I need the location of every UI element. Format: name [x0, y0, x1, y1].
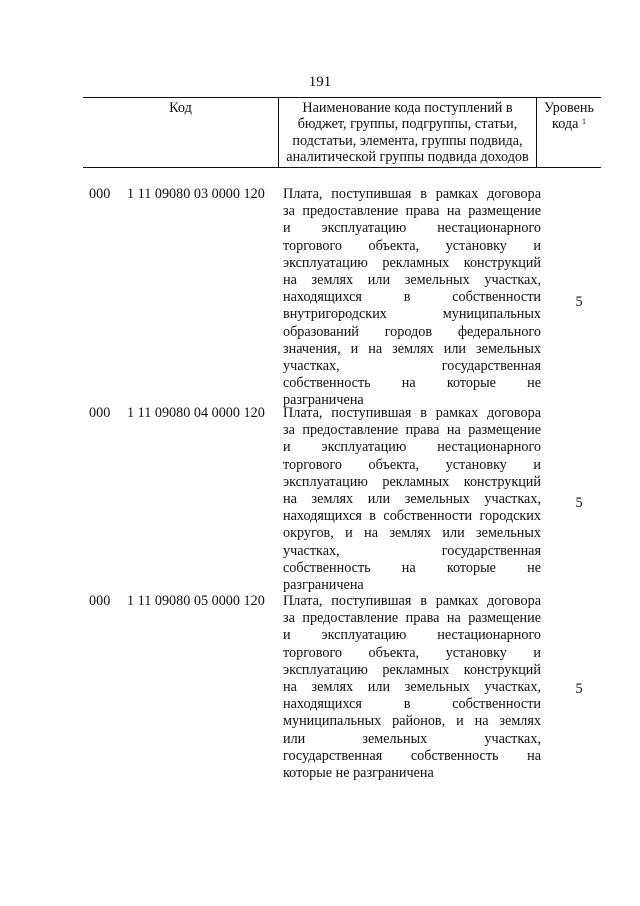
- description-line: участках, государственная: [283, 542, 541, 559]
- code-level: 5: [575, 681, 583, 697]
- page-number: 191: [308, 74, 332, 90]
- description-line: торгового объекта, установку и: [283, 456, 541, 473]
- description-line: на землях или земельных участках,: [283, 678, 541, 695]
- description-line: муниципальных районов, и на землях: [283, 713, 541, 730]
- description-line: на землях или земельных участках,: [283, 490, 541, 507]
- revenue-code: 1 11 09080 04 0000 120: [127, 405, 265, 421]
- description-line: Плата, поступившая в рамках договора: [283, 593, 541, 609]
- header-level-word: кода: [552, 116, 579, 133]
- description-line: торгового объекта, установку и: [283, 644, 541, 661]
- description-line: образований городов федерального: [283, 323, 541, 340]
- description-line: находящихся в собственности городских: [283, 508, 541, 525]
- header-level-line: Уровень: [544, 100, 594, 116]
- header-name-line: бюджет, группы, подгруппы, статьи,: [297, 116, 518, 133]
- footnote-marker: 1: [581, 117, 586, 127]
- description-line: значения, и на землях или земельных: [283, 340, 541, 357]
- code-level: 5: [575, 495, 583, 511]
- description-line: за предоставление права на размещение: [283, 203, 541, 220]
- description-line: собственность на которые не: [283, 559, 541, 576]
- admin-code: 000: [89, 593, 111, 609]
- description-line: находящихся в собственности: [283, 289, 541, 306]
- description-line: находящихся в собственности: [283, 696, 541, 713]
- table-header: [83, 97, 601, 168]
- description-line: разграничена: [283, 392, 364, 409]
- description-line: за предоставление права на размещение: [283, 422, 541, 439]
- description-line: внутригородских муниципальных: [283, 306, 541, 323]
- description-line: округов, и на землях или земельных: [283, 525, 541, 542]
- description-line: Плата, поступившая в рамках договора: [283, 405, 541, 421]
- header-name-line: Наименование кода поступлений в: [302, 100, 513, 116]
- description-line: Плата, поступившая в рамках договора: [283, 186, 541, 202]
- revenue-description: [283, 593, 541, 782]
- description-line: и эксплуатацию нестационарного: [283, 220, 541, 237]
- admin-code: 000: [89, 186, 111, 202]
- description-line: и эксплуатацию нестационарного: [283, 627, 541, 644]
- header-code: Код: [169, 100, 192, 116]
- description-line: или земельных участках,: [283, 730, 541, 747]
- header-name: [278, 98, 536, 167]
- description-line: участках, государственная: [283, 357, 541, 374]
- description-line: и эксплуатацию нестационарного: [283, 439, 541, 456]
- description-line: торгового объекта, установку и: [283, 237, 541, 254]
- code-level: 5: [575, 294, 583, 310]
- description-line: которые не разграничена: [283, 764, 434, 781]
- description-line: эксплуатацию рекламных конструкций: [283, 473, 541, 490]
- description-line: государственная собственность на: [283, 747, 541, 764]
- description-line: собственность на которые не: [283, 375, 541, 392]
- header-name-line: аналитической группы подвида доходов: [286, 148, 529, 165]
- header-level-line: [537, 116, 601, 132]
- header-level: [536, 98, 601, 167]
- description-line: разграничена: [283, 576, 364, 593]
- description-line: эксплуатацию рекламных конструкций: [283, 661, 541, 678]
- revenue-code: 1 11 09080 05 0000 120: [127, 593, 265, 609]
- description-line: за предоставление права на размещение: [283, 610, 541, 627]
- header-name-line: подстатьи, элемента, группы подвида,: [292, 132, 523, 149]
- description-line: на землях или земельных участках,: [283, 271, 541, 288]
- admin-code: 000: [89, 405, 111, 421]
- revenue-code: 1 11 09080 03 0000 120: [127, 186, 265, 202]
- description-line: эксплуатацию рекламных конструкций: [283, 254, 541, 271]
- revenue-description: [283, 186, 541, 409]
- revenue-description: [283, 405, 541, 594]
